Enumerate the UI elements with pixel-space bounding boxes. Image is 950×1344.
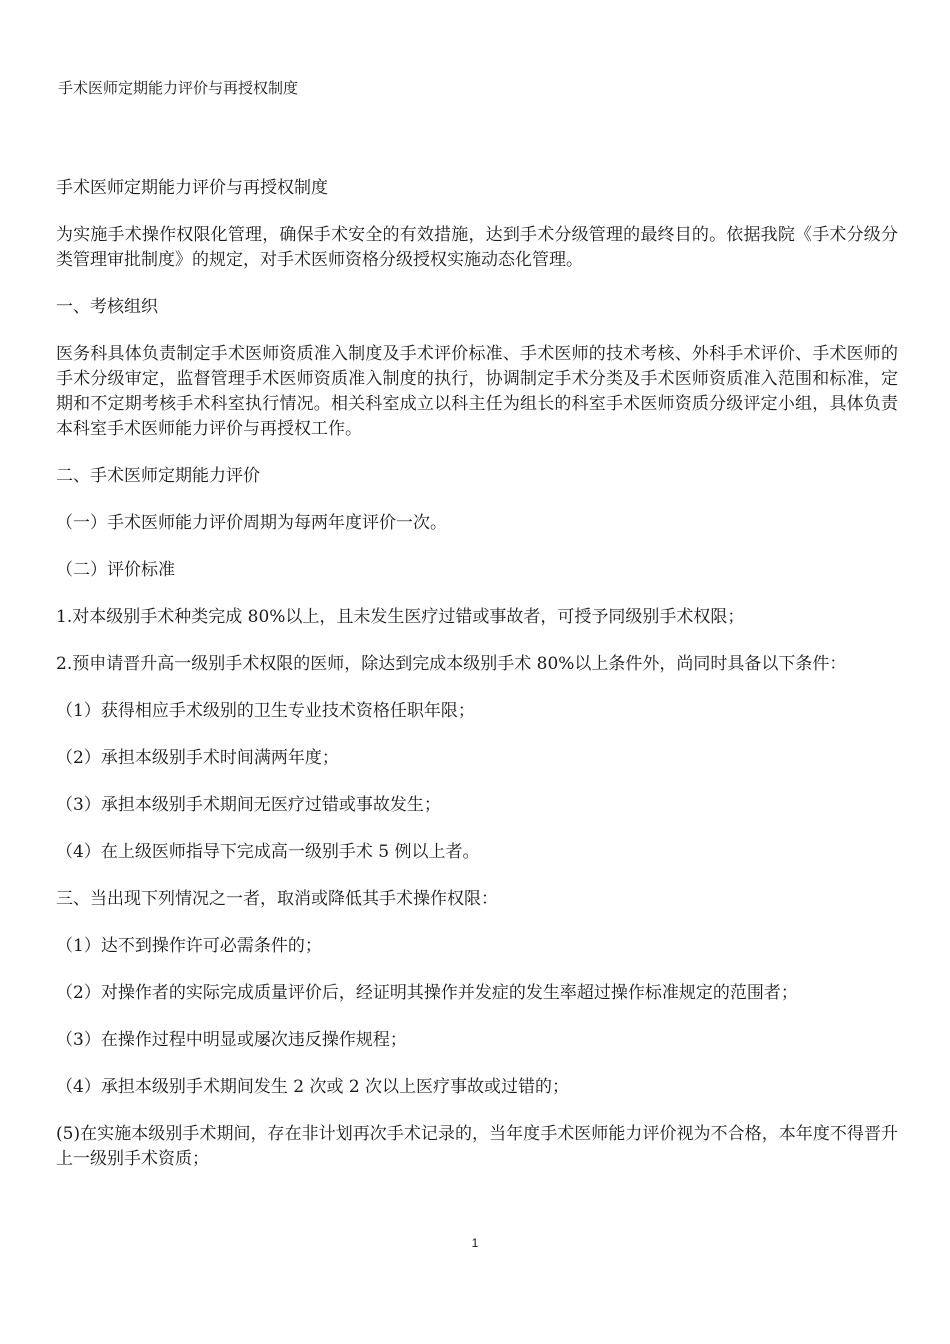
revocation-item-3: （3）在操作过程中明显或屡次违反操作规程； — [56, 1030, 407, 1050]
revocation-item-4: （4）承担本级别手术期间发生 2 次或 2 次以上医疗事故或过错的； — [56, 1077, 570, 1097]
running-header-title: 手术医师定期能力评价与再授权制度 — [58, 79, 299, 97]
page-number: 1 — [471, 1236, 479, 1250]
condition-item-2: （2）承担本级别手术时间满两年度； — [56, 748, 339, 768]
intro-paragraph: 为实施手术操作权限化管理，确保手术安全的有效措施，达到手术分级管理的最终目的。依据我院《手术分级分类管理审批制度》的规定，对手术医师资格分级授权实施动态化管理。 — [56, 225, 898, 270]
condition-item-3: （3）承担本级别手术期间无医疗过错或事故发生； — [56, 795, 441, 815]
revocation-item-2: （2）对操作者的实际完成质量评价后，经证明其操作并发症的发生率超过操作标准规定的范围者； — [56, 983, 798, 1003]
paragraph-medical-affairs-duties: 医务科具体负责制定手术医师资质准入制度及手术评价标准、手术医师的技术考核、外科手术评价、手术医师的手术分级审定，监督管理手术医师资质准入制度的执行，协调制定手术分类及手术医师资质准入范围和标准，定期和不定期考核手术科室执行情况。相关科室成立以科主任为组长的科室手术医师资质分级评定小组，具体负责本科室手术医师能力评价与再授权工作。 — [56, 344, 898, 439]
section-heading-revocation: 三、当出现下列情况之一者，取消或降低其手术操作权限： — [56, 889, 498, 909]
subsection-evaluation-criteria: （二）评价标准 — [56, 560, 175, 580]
revocation-item-5: (5)在实施本级别手术期间，存在非计划再次手术记录的，当年度手术医师能力评价视为不合格，本年度不得晋升上一级别手术资质； — [56, 1124, 898, 1169]
condition-item-4: （4）在上级医师指导下完成高一级别手术 5 例以上者。 — [56, 842, 480, 862]
criterion-item-2: 2.预申请晋升高一级别手术权限的医师，除达到完成本级别手术 80%以上条件外，尚同时具备以下条件： — [56, 654, 847, 674]
section-heading-periodic-evaluation: 二、手术医师定期能力评价 — [56, 466, 260, 486]
subsection-evaluation-cycle: （一）手术医师能力评价周期为每两年度评价一次。 — [56, 513, 447, 533]
revocation-item-1: （1）达不到操作许可必需条件的； — [56, 936, 322, 956]
document-body — [56, 176, 898, 1194]
section-heading-assessment-organization: 一、考核组织 — [56, 297, 158, 317]
condition-item-1: （1）获得相应手术级别的卫生专业技术资格任职年限； — [56, 701, 475, 721]
document-title: 手术医师定期能力评价与再授权制度 — [56, 178, 328, 198]
criterion-item-1: 1.对本级别手术种类完成 80%以上，且未发生医疗过错或事故者，可授予同级别手术权限； — [56, 607, 745, 627]
